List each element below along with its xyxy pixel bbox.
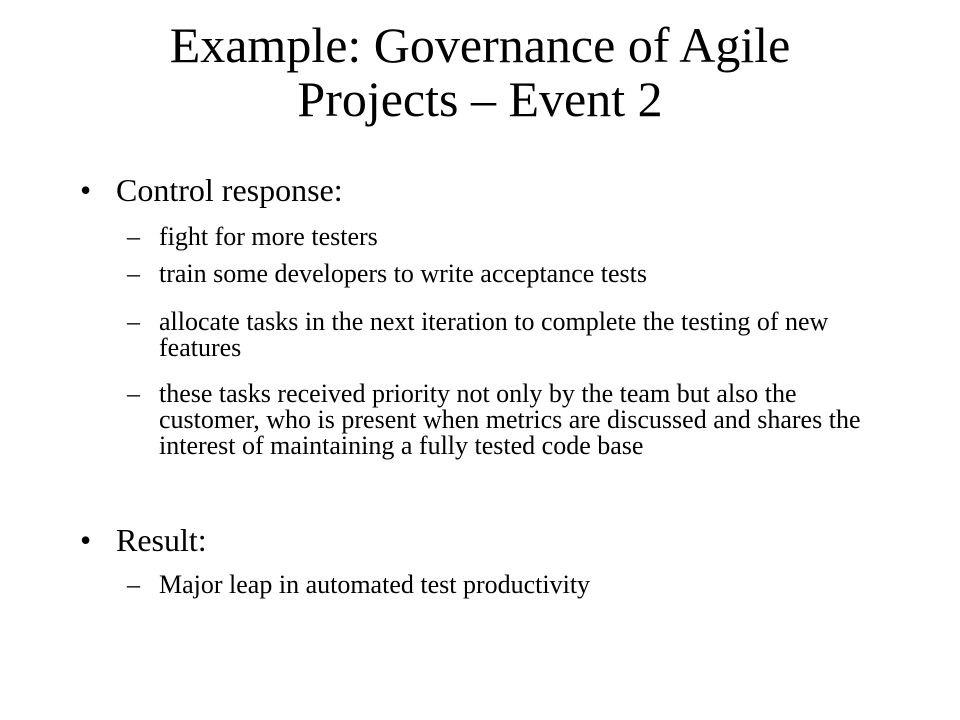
sub-item-tasks-priority: these tasks received priority not only by the team but also the customer, who is present when metrics are discussed and shares the interest of maintaining a fully tested code base — [159, 379, 861, 460]
title-line-2: Projects – Event 2 — [297, 71, 663, 127]
bullet-marker: • — [80, 522, 92, 558]
bullet-marker: • — [80, 172, 92, 208]
sub-item-allocate-tasks: allocate tasks in the next iteration to complete the testing of new features — [159, 307, 829, 362]
sub-marker: – — [127, 307, 140, 336]
sub-marker: – — [127, 379, 140, 408]
sub-item-train-developers: train some developers to write acceptance tests — [159, 259, 648, 288]
bullet-result: Result: — [116, 522, 207, 558]
sub-marker: – — [127, 259, 140, 288]
sub-marker: – — [127, 570, 140, 599]
slide-title — [0, 18, 960, 126]
title-line-1: Example: Governance of Agile — [169, 17, 791, 73]
sub-item-major-leap: Major leap in automated test productivity — [159, 570, 591, 599]
bullet-control-response: Control response: — [116, 172, 343, 208]
sub-marker: – — [127, 222, 140, 251]
sub-item-fight-testers: fight for more testers — [159, 222, 378, 251]
